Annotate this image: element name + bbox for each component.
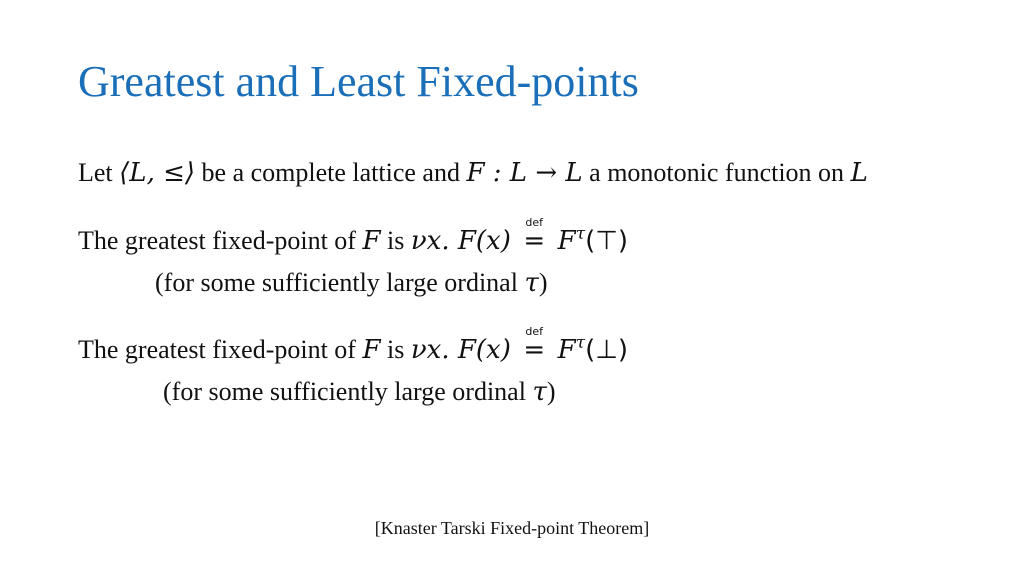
ordinal-superscript: τ <box>575 224 586 244</box>
def-label: def <box>525 216 544 229</box>
bottom-argument: (⊥) <box>585 335 629 365</box>
function-symbol: F <box>362 226 381 256</box>
citation: [Knaster Tarski Fixed-point Theorem] <box>374 518 650 538</box>
lattice-symbol: L <box>850 158 868 188</box>
lattice-expression: ⟨L, ≤⟩ <box>119 158 196 188</box>
least-fixed-point-line <box>78 325 629 366</box>
definitional-equals <box>523 325 546 366</box>
nu-expression: νx. F(x) <box>410 226 511 256</box>
greatest-ordinal-note <box>155 267 548 299</box>
least-lead-text: The greatest fixed-point of <box>78 335 356 364</box>
lattice-description-text: be a complete lattice and <box>201 158 460 187</box>
greatest-fixed-point-line <box>78 216 629 257</box>
iterate-function-symbol: F <box>557 226 576 256</box>
definitional-equals <box>523 216 546 257</box>
ordinal-tau: τ <box>524 268 539 298</box>
is-text: is <box>387 335 405 364</box>
is-text: is <box>387 226 405 255</box>
iterate-function-symbol: F <box>557 335 576 365</box>
let-text: Let <box>78 158 113 187</box>
ordinal-superscript: τ <box>575 333 586 353</box>
lattice-definition-line <box>78 157 868 189</box>
nu-expression: νx. F(x) <box>410 335 511 365</box>
least-ordinal-note <box>163 376 556 408</box>
greatest-lead-text: The greatest fixed-point of <box>78 226 356 255</box>
top-argument: (⊤) <box>585 226 629 256</box>
ordinal-note-text: (for some sufficiently large ordinal <box>163 377 526 406</box>
equals-sign: = <box>523 335 546 365</box>
ordinal-tau: τ <box>532 377 547 407</box>
monotonic-description-text: a monotonic function on <box>589 158 845 187</box>
function-symbol: F <box>362 335 381 365</box>
function-signature: F : L → L <box>466 158 583 188</box>
def-label: def <box>525 325 544 338</box>
slide-title: Greatest and Least Fixed-points <box>78 57 639 106</box>
equals-sign: = <box>523 226 546 256</box>
ordinal-note-close: ) <box>546 377 556 406</box>
ordinal-note-close: ) <box>538 268 548 297</box>
ordinal-note-text: (for some sufficiently large ordinal <box>155 268 518 297</box>
